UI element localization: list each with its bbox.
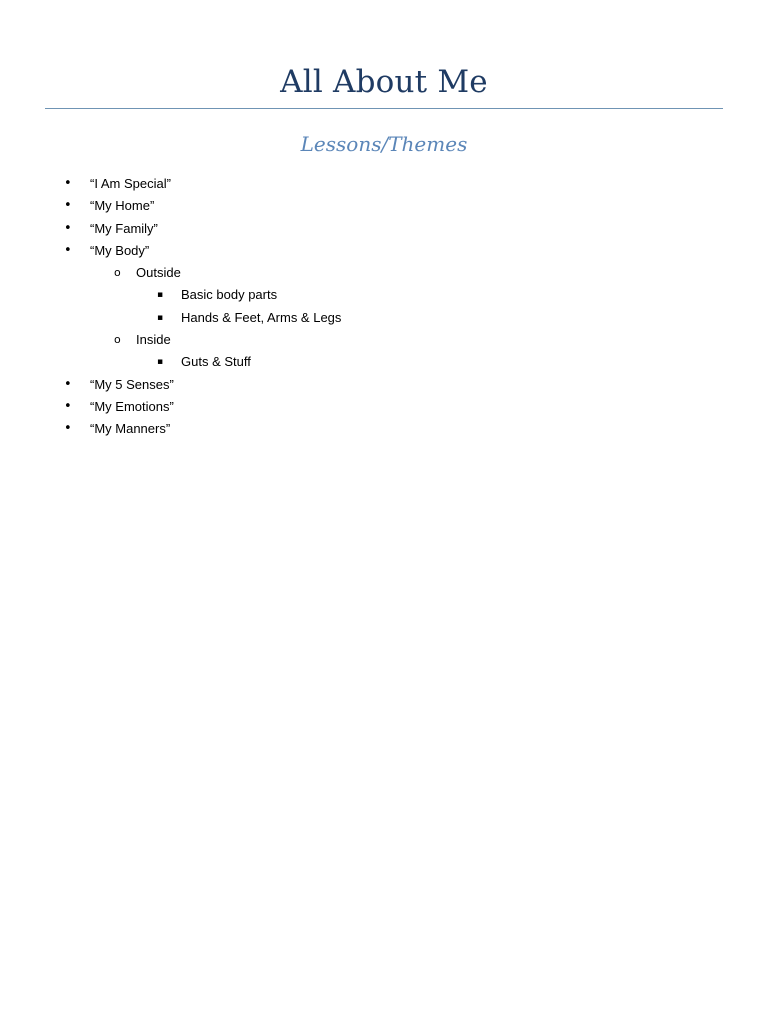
square-bullet-marker: ▪ xyxy=(157,357,164,368)
list-item-text: Hands & Feet, Arms & Legs xyxy=(181,309,342,325)
list-item-text: Inside xyxy=(136,332,171,348)
sublist-item-outside xyxy=(0,262,768,284)
list-item-text: Basic body parts xyxy=(181,287,278,303)
bullet-marker: • xyxy=(64,421,72,437)
list-item-text: “My Manners” xyxy=(90,421,171,437)
list-item-text: “My Family” xyxy=(90,220,158,236)
sublist-item-inside xyxy=(0,329,768,351)
list-item-my-body xyxy=(0,240,768,262)
title-divider xyxy=(45,108,723,109)
list-item-my-home xyxy=(0,195,768,217)
list-item-my-emotions xyxy=(0,396,768,418)
list-item-text: Guts & Stuff xyxy=(181,354,251,370)
list-item-my-family xyxy=(0,218,768,240)
document-subtitle: Lessons/Themes xyxy=(300,132,468,156)
square-bullet-marker: ▪ xyxy=(157,312,164,323)
list-item-my-5-senses xyxy=(0,374,768,396)
circle-bullet-marker: o xyxy=(114,266,121,280)
list-item-i-am-special xyxy=(0,173,768,195)
list-item-my-manners xyxy=(0,418,768,440)
circle-bullet-marker: o xyxy=(114,333,121,347)
list-item-text: “My 5 Senses” xyxy=(90,376,174,392)
bullet-marker: • xyxy=(64,198,72,214)
square-bullet-marker: ▪ xyxy=(157,290,164,301)
bullet-marker: • xyxy=(64,398,72,414)
document-title: All About Me xyxy=(280,64,488,100)
subsublist-item-basic-body-parts xyxy=(0,284,768,306)
bullet-marker: • xyxy=(64,176,72,191)
bullet-marker: • xyxy=(64,376,72,392)
subsublist-item-hands-feet xyxy=(0,307,768,329)
subsublist-item-guts-stuff xyxy=(0,351,768,373)
lesson-list xyxy=(0,173,768,441)
bullet-marker: • xyxy=(64,242,72,258)
list-item-text: “My Home” xyxy=(90,198,155,214)
list-item-text: Outside xyxy=(136,265,181,281)
list-item-text: “I Am Special” xyxy=(90,176,171,191)
list-item-text: “My Body” xyxy=(90,242,150,258)
list-item-text: “My Emotions” xyxy=(90,398,174,414)
bullet-marker: • xyxy=(64,220,72,236)
